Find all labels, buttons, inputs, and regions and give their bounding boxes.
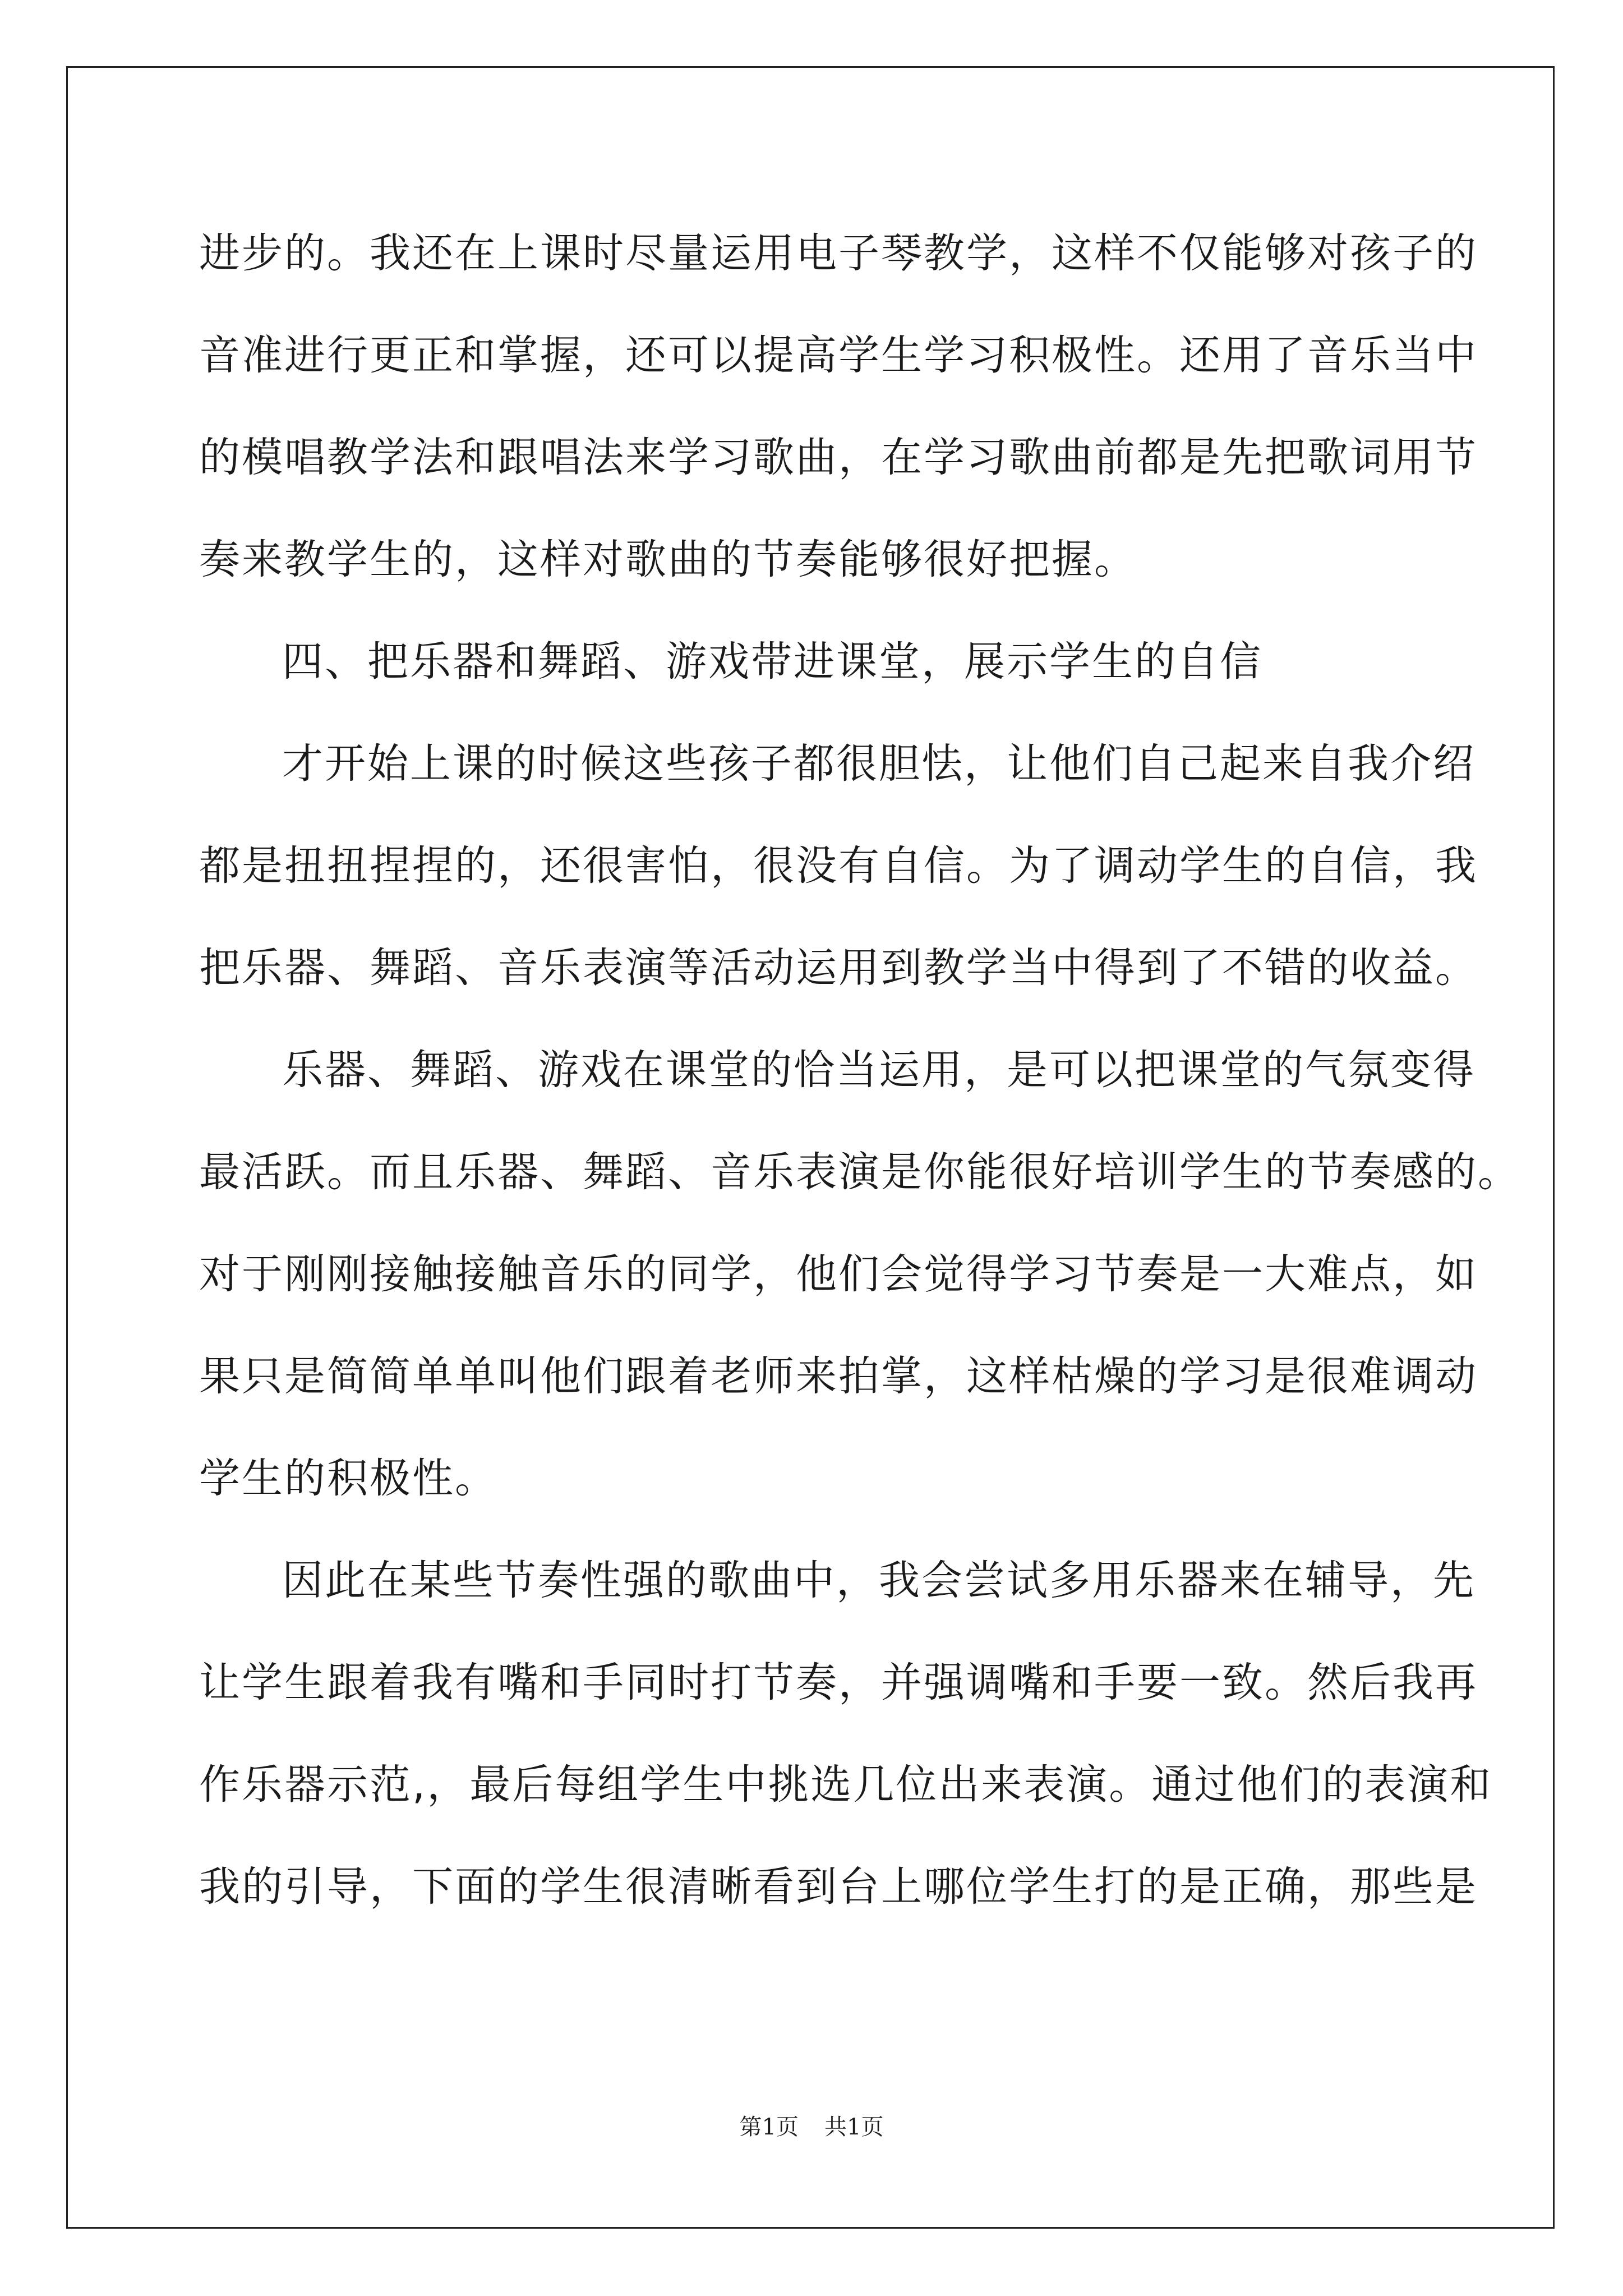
section-heading: 四、把乐器和舞蹈、游戏带进课堂，展示学生的自信 [282,638,1262,685]
text-line-12: 果只是简简单单叫他们跟着老师来拍掌，这样枯燥的学习是很难调动 [199,1352,1478,1400]
text-line-2: 音准进行更正和掌握，还可以提高学生学习积极性。还用了音乐当中 [199,332,1478,379]
text-line-7: 都是扭扭捏捏的，还很害怕，很没有自信。为了调动学生的自信，我 [199,842,1478,890]
text-line-17: 我的引导，下面的学生很清晰看到台上哪位学生打的是正确，那些是 [199,1863,1478,1911]
text-line-15: 让学生跟着我有嘴和手同时打节奏，并强调嘴和手要一致。然后我再 [199,1659,1478,1706]
page-number: 第1页 [739,2114,799,2140]
text-line-1: 进步的。我还在上课时尽量运用电子琴教学，这样不仅能够对孩子的 [199,229,1478,277]
page-footer [0,2109,1623,2141]
text-line-6: 才开始上课的时候这些孩子都很胆怯，让他们自己起来自我介绍 [282,740,1476,788]
text-line-3: 的模唱教学法和跟唱法来学习歌曲，在学习歌曲前都是先把歌词用节 [199,434,1478,481]
page-total: 共1页 [824,2114,884,2140]
text-line-10: 最活跃。而且乐器、舞蹈、音乐表演是你能很好培训学生的节奏感的。 [199,1148,1520,1196]
text-line-4: 奏来教学生的，这样对歌曲的节奏能够很好把握。 [199,536,1137,583]
text-line-9: 乐器、舞蹈、游戏在课堂的恰当运用，是可以把课堂的气氛变得 [282,1046,1476,1094]
text-line-11: 对于刚刚接触接触音乐的同学，他们会觉得学习节奏是一大难点，如 [199,1250,1478,1298]
document-body [199,220,1520,1955]
text-line-14: 因此在某些节奏性强的歌曲中，我会尝试多用乐器来在辅导，先 [282,1557,1476,1604]
text-line-13: 学生的积极性。 [199,1455,497,1502]
text-line-8: 把乐器、舞蹈、音乐表演等活动运用到教学当中得到了不错的收益。 [199,944,1478,992]
text-line-16: 作乐器示范,，最后每组学生中挑选几位出来表演。通过他们的表演和 [199,1761,1493,1809]
